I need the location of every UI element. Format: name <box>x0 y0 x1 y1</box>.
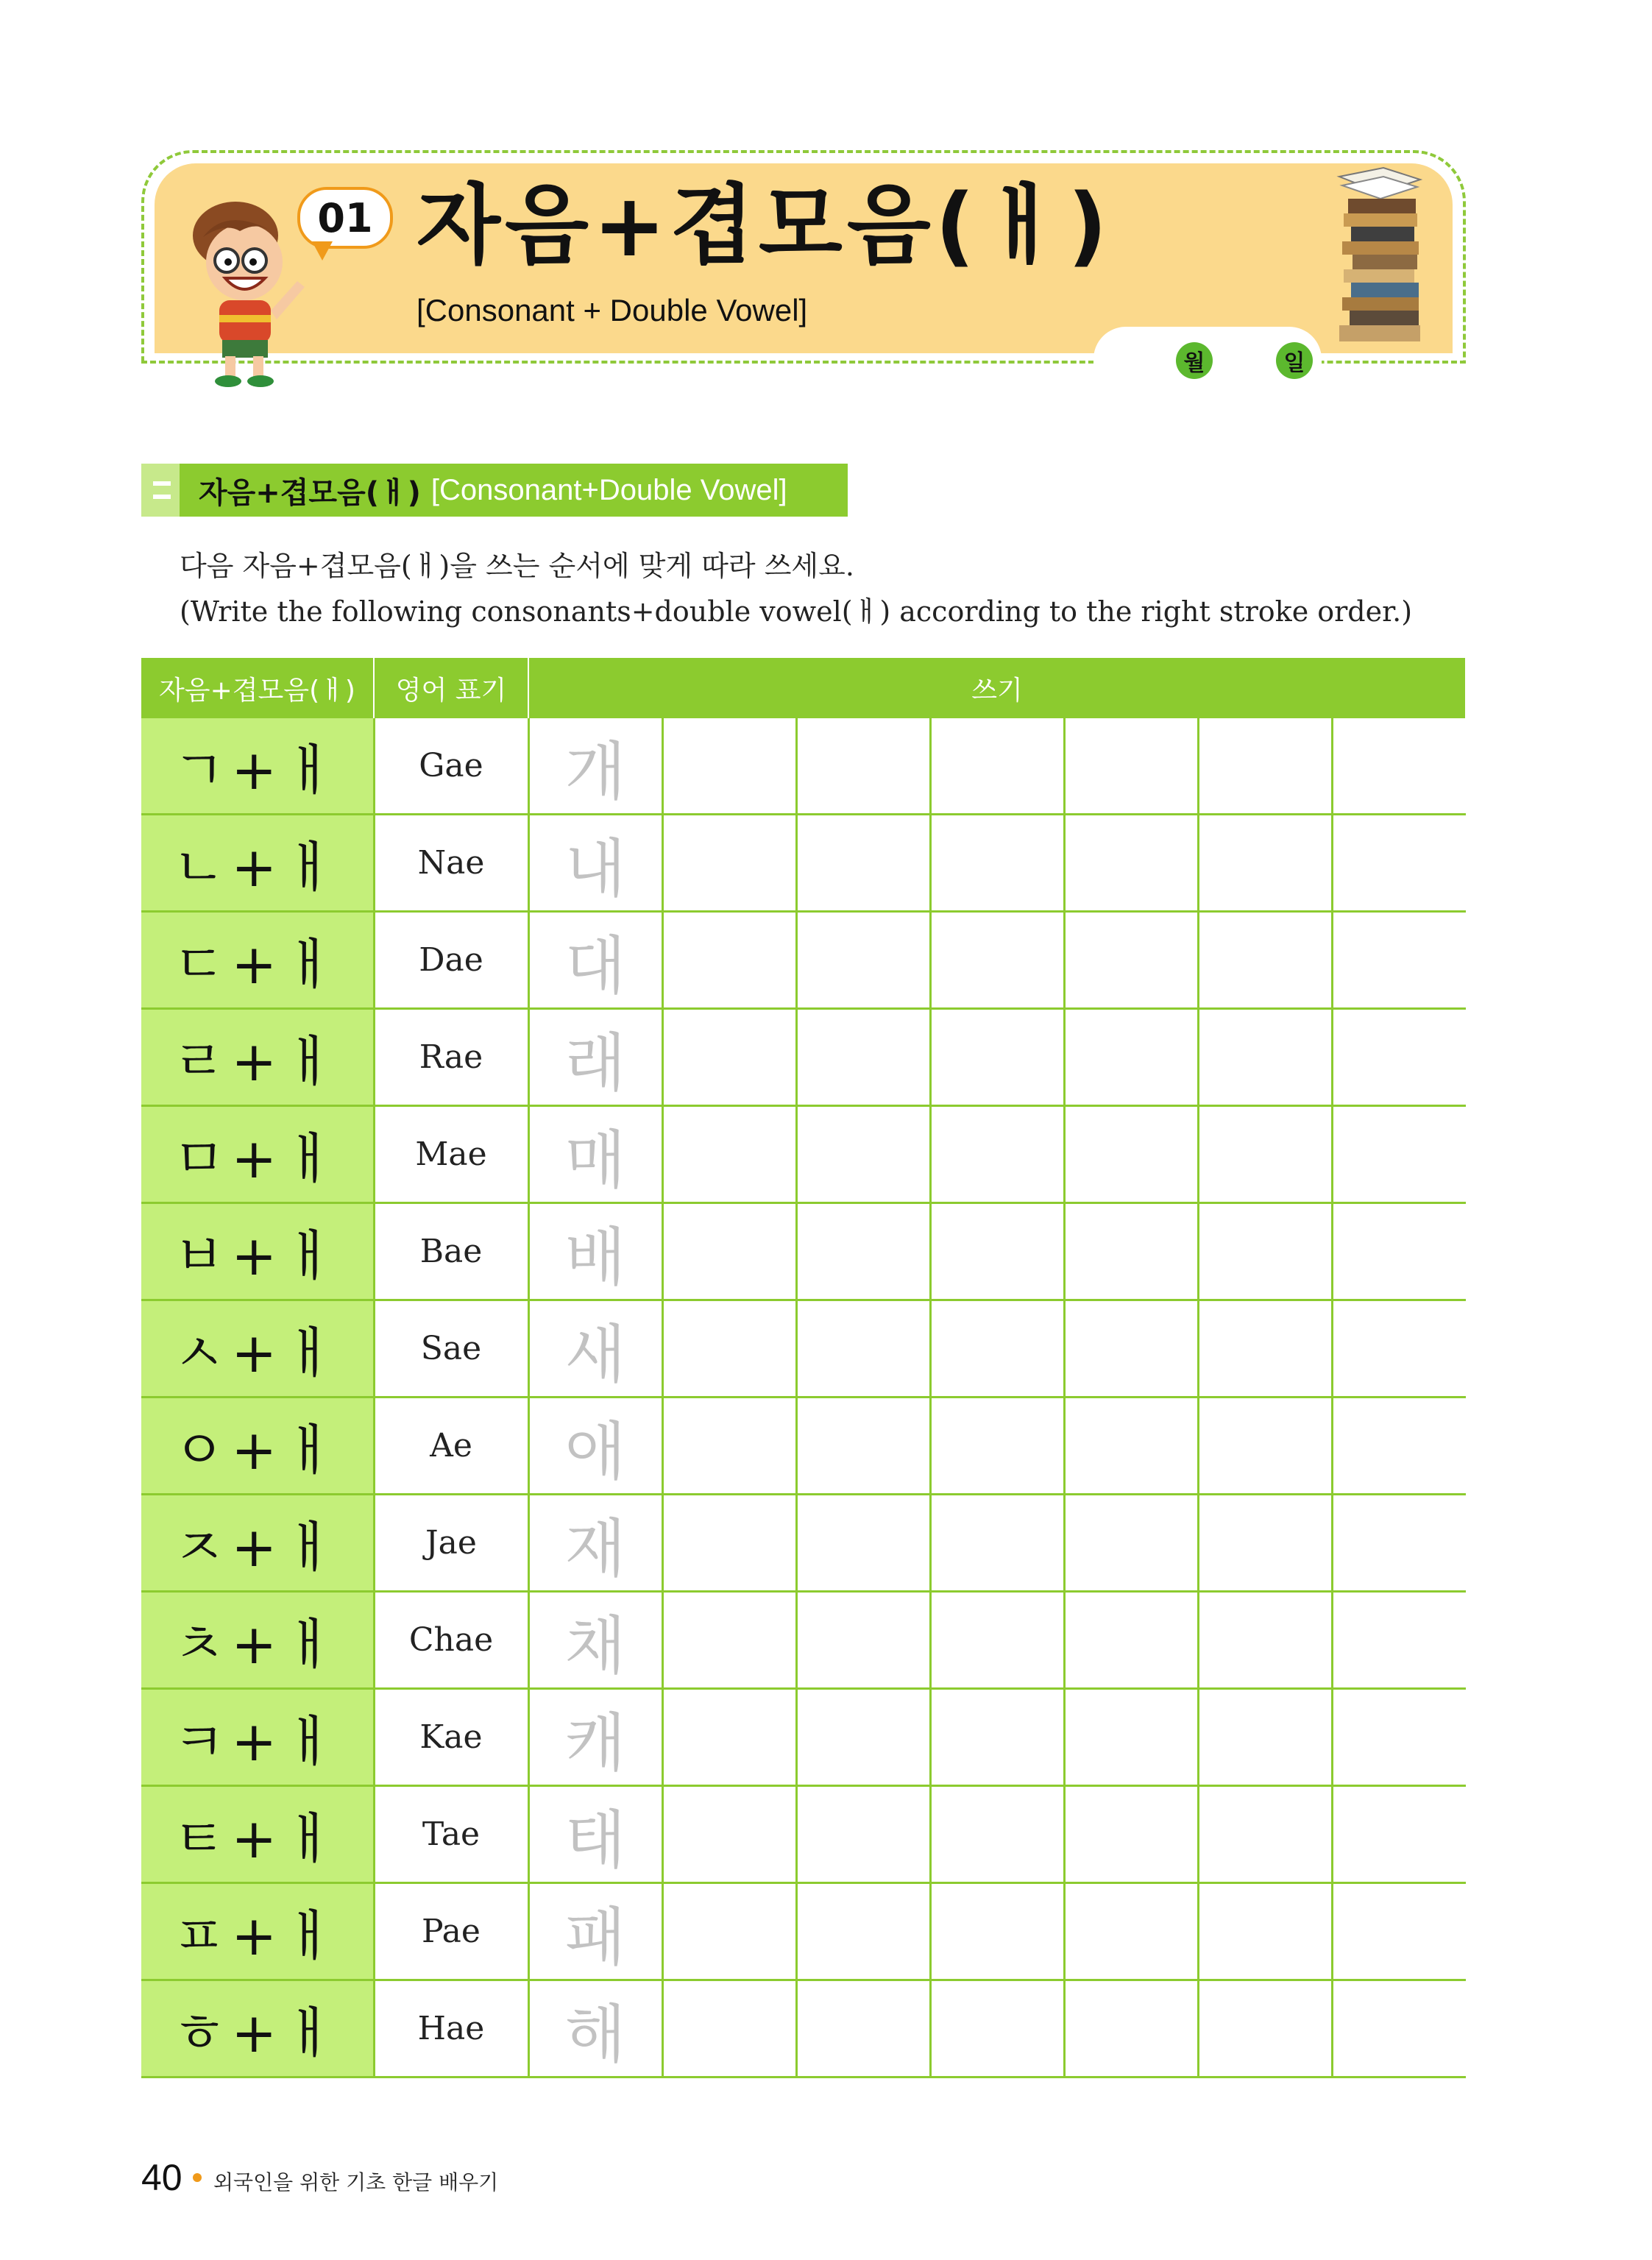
romanization-cell: Tae <box>374 1786 528 1883</box>
romanization-cell: Dae <box>374 912 528 1009</box>
table-row <box>141 1106 1466 1203</box>
table-row <box>141 1883 1466 1980</box>
trace-syllable-cell: 새 <box>528 1300 662 1398</box>
section-marker-icon <box>141 464 180 517</box>
writing-practice-cell[interactable] <box>1064 1300 1198 1398</box>
unit-badge-tail <box>312 241 333 261</box>
section-label-bar <box>141 464 848 517</box>
practice-table <box>141 658 1467 2078</box>
consonant-vowel-combination: ㅅ+ㅐ <box>141 1300 374 1398</box>
header-combination: 자음+겹모음(ㅐ) <box>141 658 374 718</box>
writing-practice-cell[interactable] <box>1332 912 1466 1009</box>
writing-practice-cell[interactable] <box>796 1592 930 1689</box>
writing-practice-cell[interactable] <box>1332 815 1466 912</box>
writing-practice-cell[interactable] <box>1332 1009 1466 1106</box>
writing-practice-cell[interactable] <box>1332 1689 1466 1786</box>
trace-syllable-cell: 해 <box>528 1980 662 2077</box>
writing-practice-cell[interactable] <box>1332 1106 1466 1203</box>
trace-syllable-cell: 대 <box>528 912 662 1009</box>
trace-syllable-cell: 패 <box>528 1883 662 1980</box>
table-row <box>141 1980 1466 2077</box>
writing-practice-cell[interactable] <box>1064 1203 1198 1300</box>
section-label-english: [Consonant+Double Vowel] <box>430 473 787 506</box>
writing-practice-cell[interactable] <box>1198 718 1332 815</box>
writing-practice-cell[interactable] <box>930 1203 1064 1300</box>
writing-practice-cell[interactable] <box>662 1592 796 1689</box>
book-stack-illustration <box>1310 163 1450 347</box>
writing-practice-cell[interactable] <box>1198 1786 1332 1883</box>
writing-practice-cell[interactable] <box>796 912 930 1009</box>
page-number: 40 <box>141 2157 182 2198</box>
table-row <box>141 1009 1466 1106</box>
book-title: 외국인을 위한 기초 한글 배우기 <box>213 2170 499 2195</box>
writing-practice-cell[interactable] <box>662 1883 796 1980</box>
consonant-vowel-combination: ㅍ+ㅐ <box>141 1883 374 1980</box>
consonant-vowel-combination: ㅂ+ㅐ <box>141 1203 374 1300</box>
writing-practice-cell[interactable] <box>1198 1980 1332 2077</box>
writing-practice-cell[interactable] <box>662 1398 796 1495</box>
unit-number-badge: 01 <box>297 187 393 249</box>
table-header-row <box>141 658 1466 718</box>
writing-practice-cell[interactable] <box>1064 1009 1198 1106</box>
writing-practice-cell[interactable] <box>662 1786 796 1883</box>
writing-practice-cell[interactable] <box>662 912 796 1009</box>
romanization-cell: Nae <box>374 815 528 912</box>
writing-practice-cell[interactable] <box>1198 1106 1332 1203</box>
trace-syllable-cell: 태 <box>528 1786 662 1883</box>
writing-practice-cell[interactable] <box>1332 1786 1466 1883</box>
writing-practice-cell[interactable] <box>1198 912 1332 1009</box>
writing-practice-cell[interactable] <box>1198 1495 1332 1592</box>
writing-practice-cell[interactable] <box>1198 1009 1332 1106</box>
romanization-cell: Jae <box>374 1495 528 1592</box>
consonant-vowel-combination: ㄱ+ㅐ <box>141 718 374 815</box>
page-subtitle: [Consonant + Double Vowel] <box>416 293 808 327</box>
romanization-cell: Rae <box>374 1009 528 1106</box>
writing-practice-cell[interactable] <box>662 1495 796 1592</box>
trace-syllable-cell: 애 <box>528 1398 662 1495</box>
writing-practice-cell[interactable] <box>662 1300 796 1398</box>
consonant-vowel-combination: ㅋ+ㅐ <box>141 1689 374 1786</box>
writing-practice-cell[interactable] <box>662 1203 796 1300</box>
writing-practice-cell[interactable] <box>1332 1495 1466 1592</box>
table-row <box>141 1786 1466 1883</box>
table-row <box>141 815 1466 912</box>
consonant-vowel-combination: ㄹ+ㅐ <box>141 1009 374 1106</box>
writing-practice-cell[interactable] <box>1198 815 1332 912</box>
writing-practice-cell[interactable] <box>1332 1980 1466 2077</box>
instruction-english: (Write the following consonants+double vowel(ㅐ) according to the right stroke order.) <box>180 595 1413 628</box>
consonant-vowel-combination: ㅌ+ㅐ <box>141 1786 374 1883</box>
writing-practice-cell[interactable] <box>796 1398 930 1495</box>
romanization-cell: Pae <box>374 1883 528 1980</box>
romanization-cell: Mae <box>374 1106 528 1203</box>
writing-practice-cell[interactable] <box>1064 1398 1198 1495</box>
writing-practice-cell[interactable] <box>1064 1592 1198 1689</box>
writing-practice-cell[interactable] <box>796 1786 930 1883</box>
writing-practice-cell[interactable] <box>1332 1883 1466 1980</box>
trace-syllable-cell: 개 <box>528 718 662 815</box>
consonant-vowel-combination: ㅈ+ㅐ <box>141 1495 374 1592</box>
writing-practice-cell[interactable] <box>662 1106 796 1203</box>
romanization-cell: Bae <box>374 1203 528 1300</box>
table-row <box>141 912 1466 1009</box>
writing-practice-cell[interactable] <box>1064 1786 1198 1883</box>
table-row <box>141 1398 1466 1495</box>
writing-practice-cell[interactable] <box>930 1980 1064 2077</box>
consonant-vowel-combination: ㅎ+ㅐ <box>141 1980 374 2077</box>
instruction-korean: 다음 자음+겹모음(ㅐ)을 쓰는 순서에 맞게 따라 쓰세요. <box>180 550 854 582</box>
trace-syllable-cell: 래 <box>528 1009 662 1106</box>
writing-practice-cell[interactable] <box>1064 1495 1198 1592</box>
writing-practice-cell[interactable] <box>930 1786 1064 1883</box>
writing-practice-cell[interactable] <box>930 912 1064 1009</box>
writing-practice-cell[interactable] <box>796 1980 930 2077</box>
writing-practice-cell[interactable] <box>930 1592 1064 1689</box>
table-row <box>141 1300 1466 1398</box>
romanization-cell: Gae <box>374 718 528 815</box>
romanization-cell: Ae <box>374 1398 528 1495</box>
writing-practice-cell[interactable] <box>796 1300 930 1398</box>
table-row <box>141 1592 1466 1689</box>
section-label-korean: 자음+겹모음(ㅐ) <box>199 475 421 510</box>
table-row <box>141 1495 1466 1592</box>
trace-syllable-cell: 배 <box>528 1203 662 1300</box>
writing-practice-cell[interactable] <box>1064 1689 1198 1786</box>
writing-practice-cell[interactable] <box>1064 1106 1198 1203</box>
writing-practice-cell[interactable] <box>796 718 930 815</box>
writing-practice-cell[interactable] <box>1198 1398 1332 1495</box>
table-row <box>141 1203 1466 1300</box>
writing-practice-cell[interactable] <box>1064 815 1198 912</box>
writing-practice-cell[interactable] <box>1198 1592 1332 1689</box>
table-row <box>141 718 1466 815</box>
writing-practice-cell[interactable] <box>796 1106 930 1203</box>
romanization-cell: Hae <box>374 1980 528 2077</box>
consonant-vowel-combination: ㅁ+ㅐ <box>141 1106 374 1203</box>
writing-practice-cell[interactable] <box>1198 1203 1332 1300</box>
consonant-vowel-combination: ㅇ+ㅐ <box>141 1398 374 1495</box>
writing-practice-cell[interactable] <box>930 1106 1064 1203</box>
writing-practice-cell[interactable] <box>1332 1300 1466 1398</box>
date-month-label: 월 <box>1176 342 1213 379</box>
writing-practice-cell[interactable] <box>796 1689 930 1786</box>
consonant-vowel-combination: ㄴ+ㅐ <box>141 815 374 912</box>
romanization-cell: Kae <box>374 1689 528 1786</box>
table-row <box>141 1689 1466 1786</box>
writing-practice-cell[interactable] <box>796 815 930 912</box>
writing-practice-cell[interactable] <box>1198 1689 1332 1786</box>
writing-practice-cell[interactable] <box>930 1495 1064 1592</box>
consonant-vowel-combination: ㄷ+ㅐ <box>141 912 374 1009</box>
writing-practice-cell[interactable] <box>796 1009 930 1106</box>
trace-syllable-cell: 채 <box>528 1592 662 1689</box>
writing-practice-cell[interactable] <box>1064 1883 1198 1980</box>
writing-practice-cell[interactable] <box>930 718 1064 815</box>
writing-practice-cell[interactable] <box>1332 1203 1466 1300</box>
writing-practice-cell[interactable] <box>796 1203 930 1300</box>
consonant-vowel-combination: ㅊ+ㅐ <box>141 1592 374 1689</box>
writing-practice-cell[interactable] <box>1332 718 1466 815</box>
writing-practice-cell[interactable] <box>662 1689 796 1786</box>
writing-practice-cell[interactable] <box>1332 1398 1466 1495</box>
writing-practice-cell[interactable] <box>930 1883 1064 1980</box>
writing-practice-cell[interactable] <box>662 1009 796 1106</box>
writing-practice-cell[interactable] <box>662 718 796 815</box>
writing-practice-cell[interactable] <box>1198 1883 1332 1980</box>
writing-practice-cell[interactable] <box>930 1300 1064 1398</box>
romanization-cell: Sae <box>374 1300 528 1398</box>
trace-syllable-cell: 캐 <box>528 1689 662 1786</box>
writing-practice-cell[interactable] <box>1064 912 1198 1009</box>
trace-syllable-cell: 매 <box>528 1106 662 1203</box>
header-romanization: 영어 표기 <box>374 658 528 718</box>
writing-practice-cell[interactable] <box>930 1689 1064 1786</box>
writing-practice-cell[interactable] <box>930 1009 1064 1106</box>
writing-practice-cell[interactable] <box>796 1495 930 1592</box>
writing-practice-cell[interactable] <box>930 815 1064 912</box>
page-title: 자음+겹모음(ㅐ) <box>416 174 1112 276</box>
writing-practice-cell[interactable] <box>1332 1592 1466 1689</box>
writing-practice-cell[interactable] <box>662 815 796 912</box>
writing-practice-cell[interactable] <box>1064 718 1198 815</box>
practice-table-body <box>141 718 1466 2077</box>
romanization-cell: Chae <box>374 1592 528 1689</box>
writing-practice-cell[interactable] <box>662 1980 796 2077</box>
writing-practice-cell[interactable] <box>796 1883 930 1980</box>
date-day-label: 일 <box>1276 342 1313 379</box>
footer-bullet <box>193 2173 202 2182</box>
writing-practice-cell[interactable] <box>930 1398 1064 1495</box>
header-writing: 쓰기 <box>528 658 1466 718</box>
writing-practice-cell[interactable] <box>1064 1980 1198 2077</box>
writing-practice-cell[interactable] <box>1198 1300 1332 1398</box>
trace-syllable-cell: 내 <box>528 815 662 912</box>
trace-syllable-cell: 재 <box>528 1495 662 1592</box>
